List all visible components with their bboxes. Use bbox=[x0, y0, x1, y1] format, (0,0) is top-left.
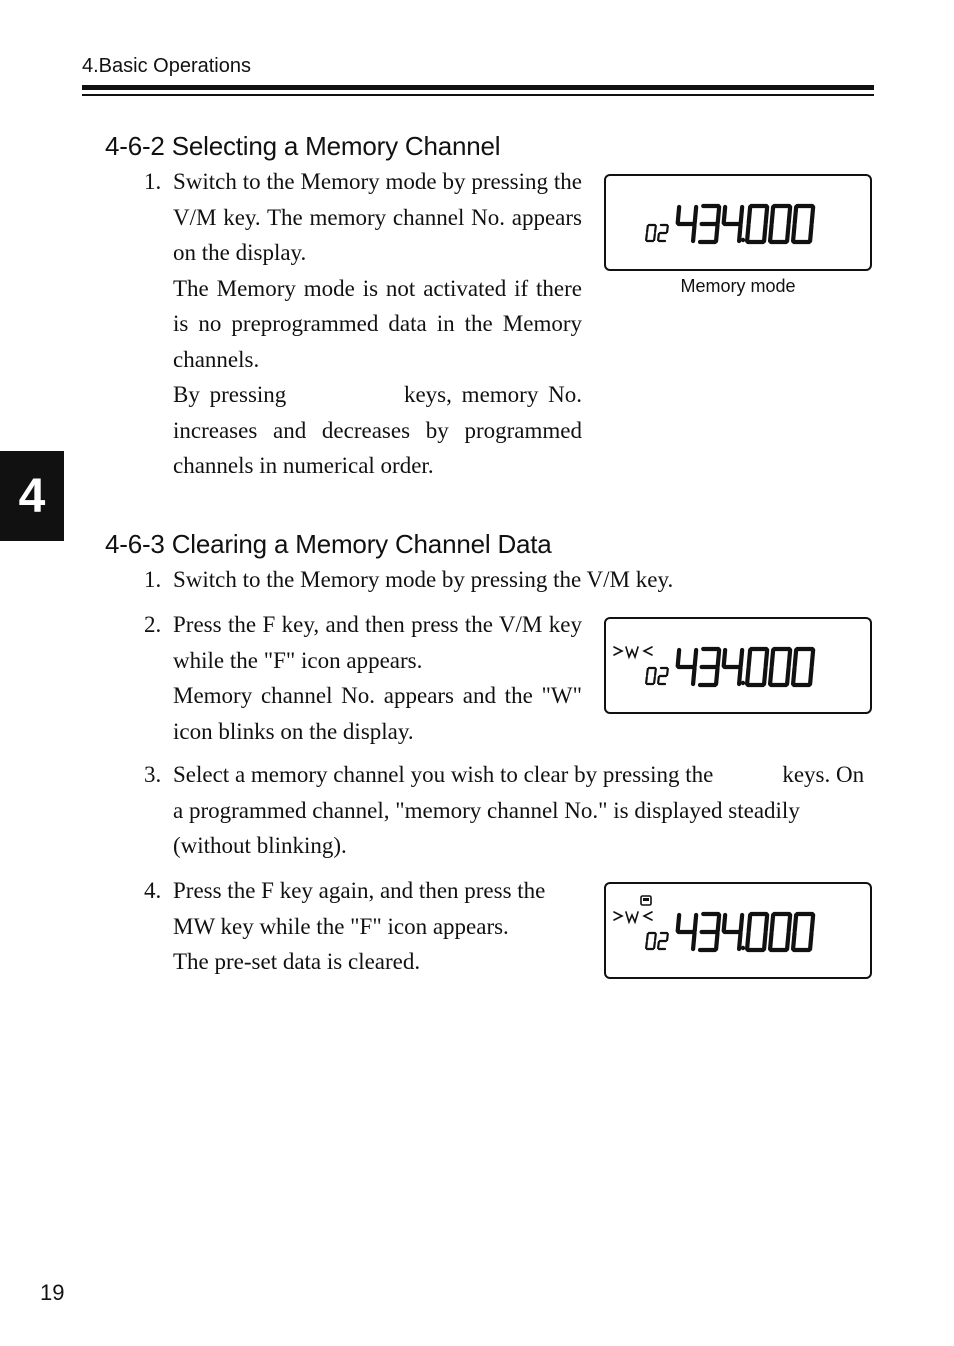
step-clear-4 bbox=[144, 873, 582, 980]
lcd-segment bbox=[741, 915, 742, 931]
step-note: The Memory mode is not activated if there is no preprogrammed data in the Memory channels. bbox=[173, 275, 582, 372]
lcd-segment bbox=[770, 225, 771, 241]
lcd-channel-digit bbox=[658, 933, 668, 949]
lcd-channel-digit bbox=[658, 225, 668, 241]
step-clear-2 bbox=[144, 607, 582, 749]
lcd-segment bbox=[789, 207, 790, 223]
header-rule-thick bbox=[82, 85, 874, 90]
lcd-segment bbox=[718, 650, 719, 666]
step-text: Memory channel No. appears and the "W" icon blinks on the display. bbox=[173, 683, 582, 744]
lcd-segment bbox=[749, 915, 750, 931]
lcd-segment bbox=[724, 915, 725, 931]
lcd-segment bbox=[810, 668, 811, 684]
lcd-segment bbox=[764, 668, 765, 684]
lcd-segment bbox=[764, 933, 765, 949]
lcd-frequency-digit bbox=[678, 207, 696, 241]
lcd-segment bbox=[647, 226, 648, 232]
lcd-segment bbox=[810, 933, 811, 949]
step-clear-1 bbox=[144, 562, 874, 598]
lcd-frequency-digit bbox=[747, 206, 767, 242]
lcd-segment bbox=[678, 207, 679, 223]
lcd-frequency-digit bbox=[793, 914, 813, 950]
f-icon-fill bbox=[643, 898, 649, 901]
lcd-segment bbox=[772, 650, 773, 666]
lcd-segment bbox=[739, 668, 740, 684]
chapter-tab[interactable]: 4 bbox=[0, 451, 64, 541]
lcd-segment bbox=[654, 677, 655, 683]
lcd-segment bbox=[787, 225, 788, 241]
step-text: The pre-set data is cleared. bbox=[173, 949, 421, 974]
lcd-segment bbox=[749, 207, 750, 223]
lcd-frequency-digit bbox=[770, 649, 790, 685]
lcd-segment bbox=[747, 933, 748, 949]
blink-mark bbox=[614, 647, 622, 655]
lcd-segment bbox=[667, 934, 668, 940]
lcd-frequency-digit bbox=[747, 649, 767, 685]
lcd-segment bbox=[658, 942, 659, 948]
step-text: Switch to the Memory mode by pressing the V/M key. bbox=[173, 567, 674, 592]
lcd-segment bbox=[789, 650, 790, 666]
lcd-segment bbox=[678, 650, 679, 666]
lcd-segment bbox=[655, 934, 656, 940]
lcd-segment bbox=[793, 933, 794, 949]
lcd-channel-digit bbox=[646, 225, 656, 241]
lcd-segment bbox=[658, 677, 659, 683]
lcd-frequency-digit bbox=[747, 914, 767, 950]
lcd-segment bbox=[647, 669, 648, 675]
step-number: 1. bbox=[144, 567, 162, 592]
step-clear-3 bbox=[144, 757, 874, 864]
w-glyph bbox=[626, 647, 638, 657]
step-text: Select a memory channel you wish to clear by pressing the keys. On a programmed channel, "memory channel No." is displayed steadily (without blinking). bbox=[173, 762, 870, 858]
lcd-segment bbox=[646, 234, 647, 240]
lcd-segment bbox=[810, 225, 811, 241]
step-number: 4. bbox=[144, 878, 162, 903]
lcd-frequency-digit bbox=[724, 915, 742, 949]
lcd-segment bbox=[654, 234, 655, 240]
lcd-segment bbox=[667, 669, 668, 675]
lcd-segment bbox=[655, 226, 656, 232]
lcd-frequency-digit bbox=[770, 206, 790, 242]
lcd-segment bbox=[667, 226, 668, 232]
lcd-frequency-digit bbox=[770, 914, 790, 950]
lcd-channel-digit bbox=[646, 933, 656, 949]
lcd-segment bbox=[647, 934, 648, 940]
lcd-segment bbox=[812, 915, 813, 931]
step-text: Press the F key again, and then press the MW key while the "F" icon appears. bbox=[173, 878, 546, 939]
lcd-decimal-point bbox=[741, 681, 745, 685]
lcd-channel-digit bbox=[646, 668, 656, 684]
lcd-segment bbox=[695, 207, 696, 223]
section-heading-4-6-3: 4-6-3 Clearing a Memory Channel Data bbox=[105, 529, 552, 559]
step-select-1 bbox=[144, 164, 588, 484]
lcd-segment bbox=[772, 915, 773, 931]
lcd-frequency-digit bbox=[700, 649, 719, 685]
lcd-segment bbox=[654, 942, 655, 948]
lcd-segment bbox=[716, 225, 717, 241]
page-number: 19 bbox=[40, 1280, 65, 1305]
lcd-segment bbox=[812, 207, 813, 223]
lcd-segment bbox=[718, 207, 719, 223]
f-icon bbox=[641, 896, 651, 905]
lcd-segment bbox=[770, 933, 771, 949]
lcd-segment bbox=[787, 933, 788, 949]
lcd-channel-digit bbox=[658, 668, 668, 684]
blink-mark bbox=[614, 912, 622, 920]
step-text: By pressing keys, memory No. increases and decreases by programmed channels in numerical order. bbox=[173, 382, 588, 478]
w-blink-icon bbox=[614, 912, 652, 922]
lcd-segment bbox=[724, 650, 725, 666]
lcd-segment bbox=[764, 225, 765, 241]
w-glyph bbox=[626, 912, 638, 922]
lcd-segment bbox=[749, 650, 750, 666]
lcd-segment bbox=[716, 933, 717, 949]
lcd-segment bbox=[678, 915, 679, 931]
step-number: 2. bbox=[144, 612, 162, 637]
lcd-segment bbox=[646, 942, 647, 948]
lcd-decimal-point bbox=[741, 946, 745, 950]
lcd-display-memory-mode bbox=[604, 174, 872, 271]
lcd-segment bbox=[724, 207, 725, 223]
lcd-segment bbox=[770, 668, 771, 684]
lcd-segment bbox=[795, 915, 796, 931]
lcd-frequency-digit bbox=[793, 206, 813, 242]
lcd-segment bbox=[658, 234, 659, 240]
lcd-segment bbox=[787, 668, 788, 684]
blink-mark bbox=[644, 912, 652, 920]
step-text: Switch to the Memory mode by pressing the V/M key. The memory channel No. appears on the display. bbox=[173, 169, 582, 265]
lcd-segment bbox=[747, 668, 748, 684]
lcd-frequency-digit bbox=[678, 650, 696, 684]
lcd-segment bbox=[655, 669, 656, 675]
lcd-segment bbox=[693, 933, 694, 949]
lcd-decimal-point bbox=[741, 238, 745, 242]
lcd-segment bbox=[812, 650, 813, 666]
lcd-segment bbox=[795, 207, 796, 223]
lcd-segment bbox=[793, 668, 794, 684]
lcd-segment bbox=[693, 668, 694, 684]
lcd-segment bbox=[739, 933, 740, 949]
lcd-segment bbox=[741, 650, 742, 666]
lcd-segment bbox=[789, 915, 790, 931]
lcd-segment bbox=[695, 650, 696, 666]
lcd-segment bbox=[718, 915, 719, 931]
w-blink-icon bbox=[614, 647, 652, 657]
step-number: 3. bbox=[144, 762, 162, 787]
lcd-frequency-digit bbox=[724, 207, 742, 241]
lcd-segment bbox=[772, 207, 773, 223]
lcd-segment bbox=[795, 650, 796, 666]
lcd-segment bbox=[766, 207, 767, 223]
lcd-display-w-f-icons bbox=[604, 882, 872, 979]
lcd-segment bbox=[716, 668, 717, 684]
lcd-display-w-icon bbox=[604, 617, 872, 714]
lcd-frequency-digit bbox=[678, 915, 696, 949]
display-caption: Memory mode bbox=[680, 276, 796, 296]
lcd-segment bbox=[741, 207, 742, 223]
lcd-frequency-digit bbox=[793, 649, 813, 685]
lcd-frequency-digit bbox=[724, 650, 742, 684]
lcd-segment bbox=[646, 677, 647, 683]
section-heading-4-6-2: 4-6-2 Selecting a Memory Channel bbox=[105, 131, 501, 161]
lcd-segment bbox=[693, 225, 694, 241]
lcd-segment bbox=[766, 650, 767, 666]
lcd-segment bbox=[695, 915, 696, 931]
lcd-frequency-digit bbox=[700, 914, 719, 950]
lcd-segment bbox=[747, 225, 748, 241]
lcd-frequency-digit bbox=[700, 206, 719, 242]
header-rule-thin bbox=[82, 94, 874, 96]
blink-mark bbox=[644, 647, 652, 655]
step-number: 1. bbox=[144, 169, 162, 194]
step-text: Press the F key, and then press the V/M key while the "F" icon appears. bbox=[173, 612, 582, 673]
lcd-segment bbox=[793, 225, 794, 241]
lcd-segment bbox=[739, 225, 740, 241]
lcd-segment bbox=[766, 915, 767, 931]
running-head: 4.Basic Operations bbox=[82, 55, 251, 77]
